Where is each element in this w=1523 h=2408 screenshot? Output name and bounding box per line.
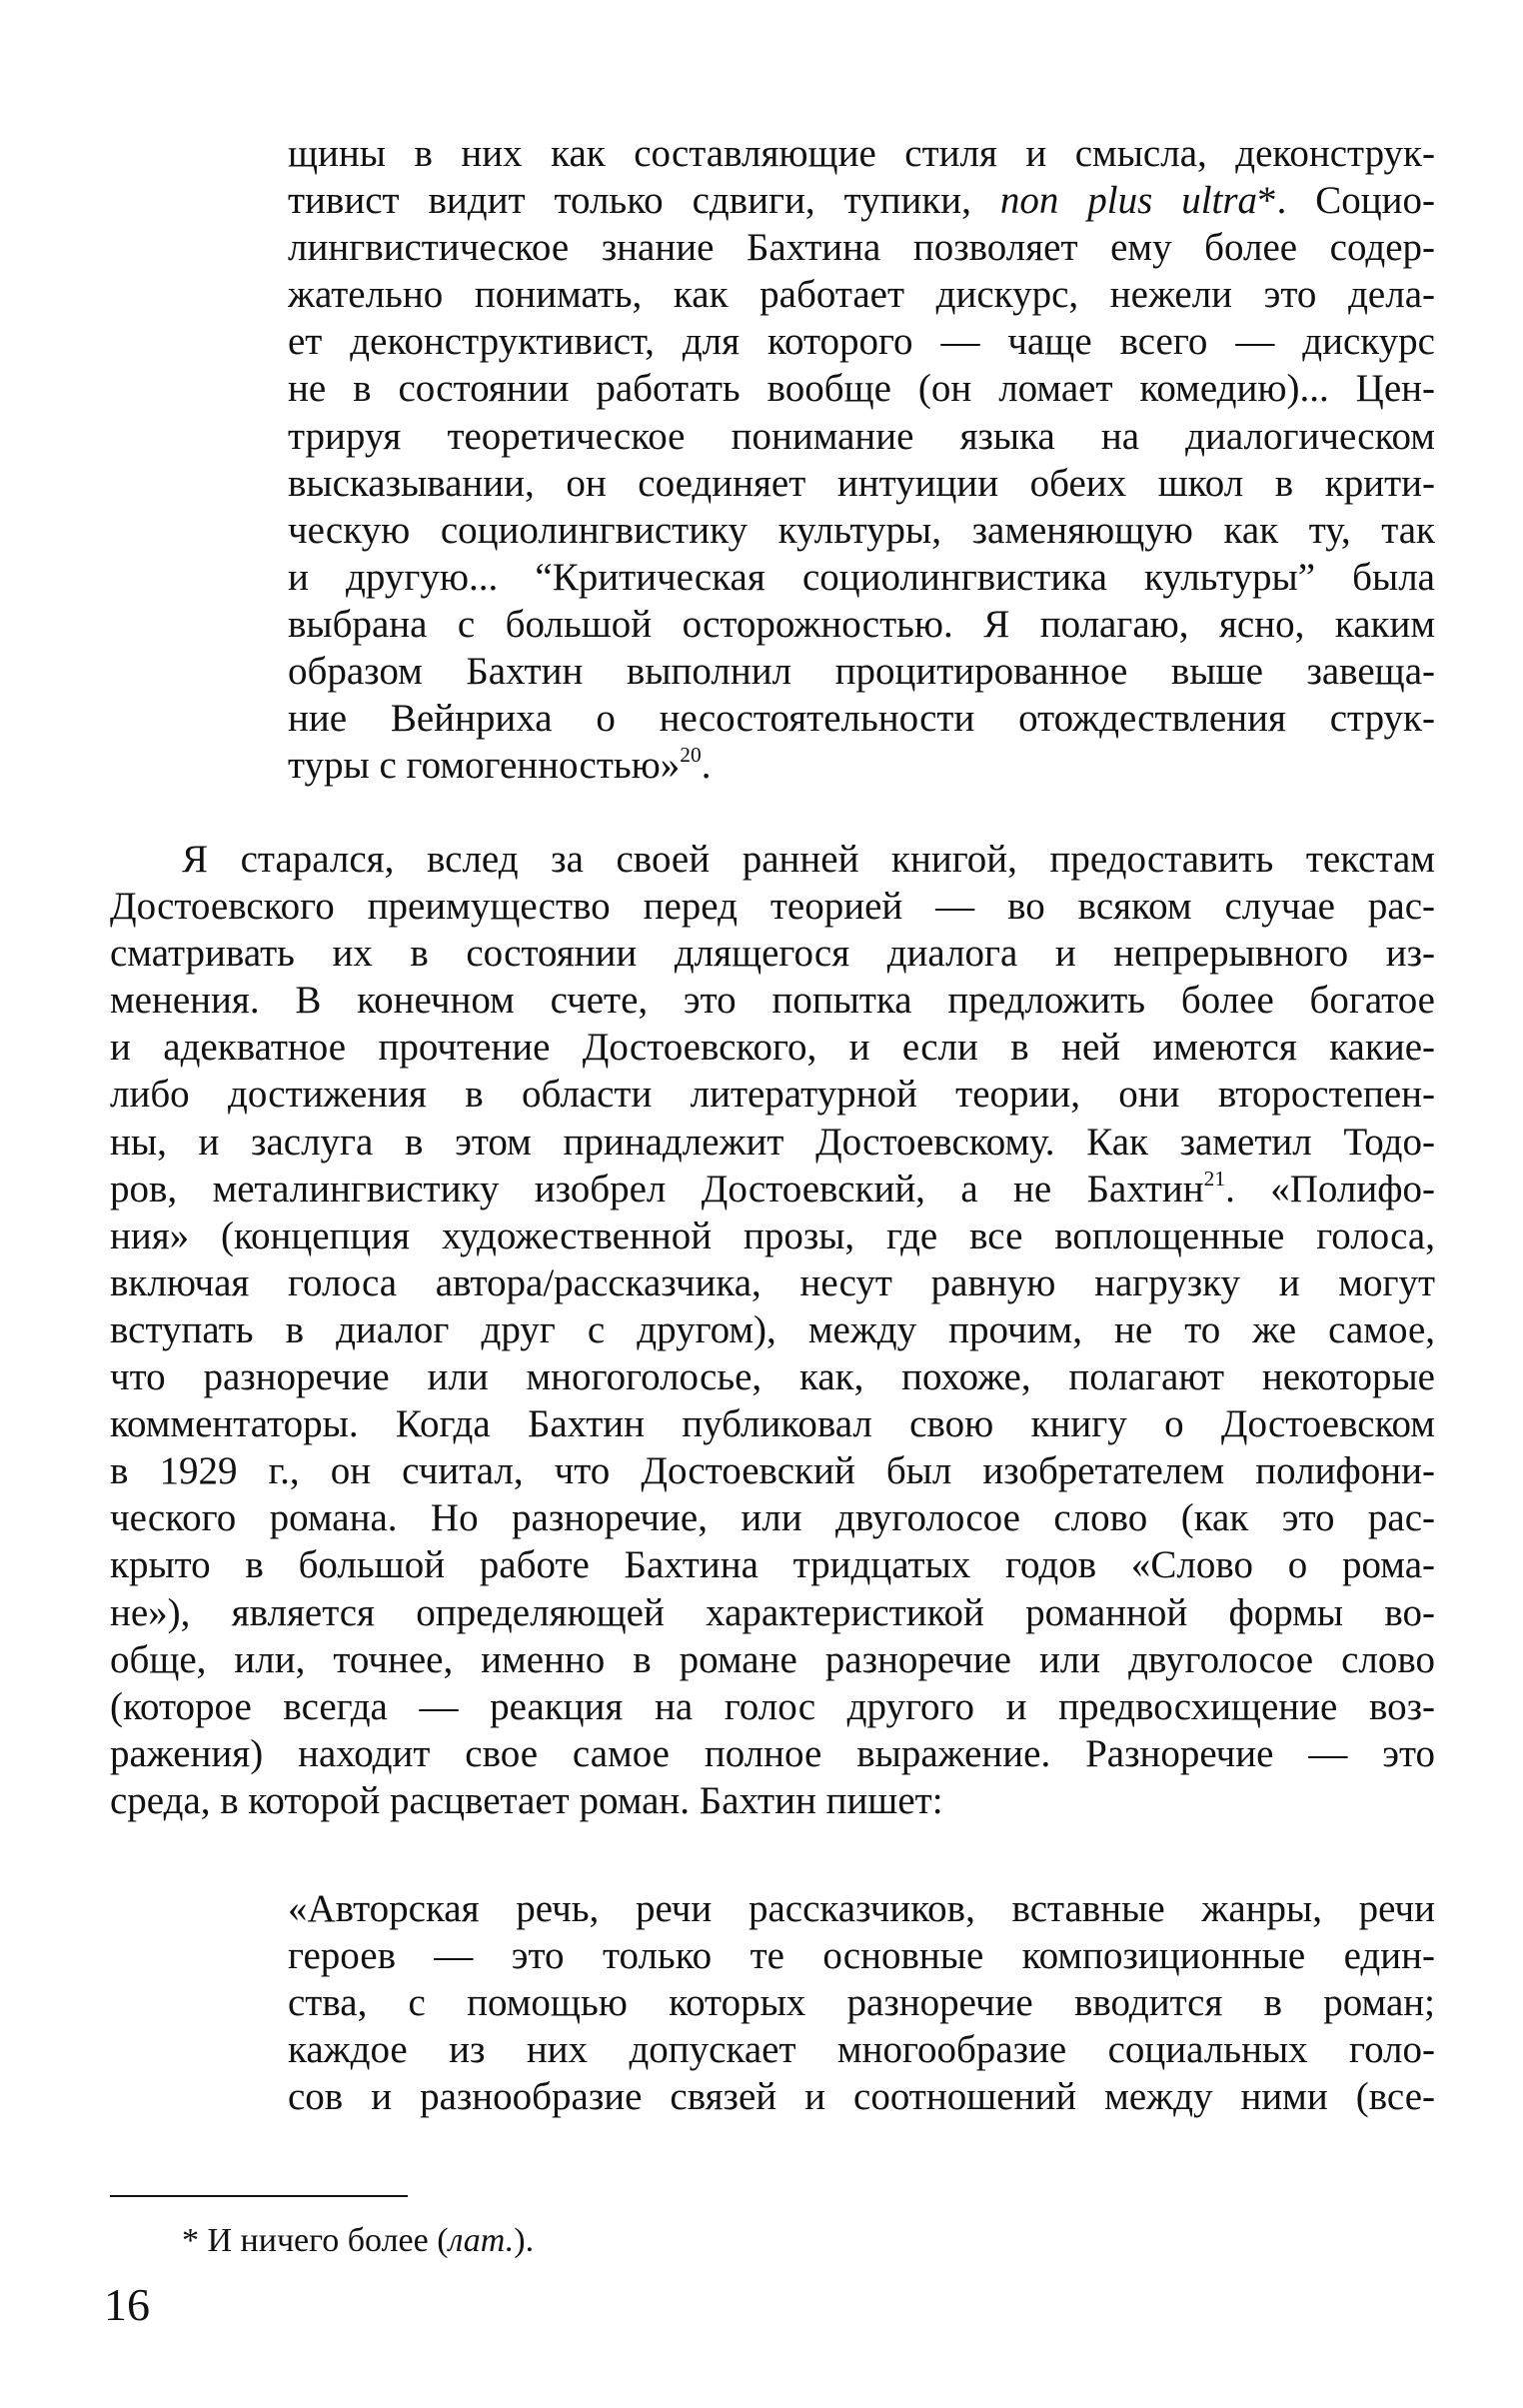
text-line: жательно понимать, как работает дискурс, нежели это дела-	[288, 273, 1435, 317]
text-line: Достоевского преимущество перед теорией — во всяком случае рас-	[110, 885, 1435, 929]
footnote-ref-20: 20	[680, 743, 702, 768]
text-line: туры с гомогенностью»$^{20}$.	[288, 743, 712, 788]
text-line: ства, с помощью которых разноречие вводится в роман;	[288, 1981, 1435, 2025]
text-line: лингвистическое знание Бахтина позволяет ему более содер-	[288, 226, 1435, 270]
text-line: что разноречие или многоголосье, как, похоже, полагают некоторые	[110, 1355, 1435, 1399]
text-line: в 1929 г., он считал, что Достоевский был изобретателем полифони-	[110, 1449, 1435, 1493]
text-line: не в состоянии работать вообще (он ломает комедию)... Цен-	[288, 367, 1435, 411]
text-line: тивист видит только сдвиги, тупики, non plus ultra*. Социо-	[288, 179, 1435, 223]
text-line: героев — это только те основные композиционные един-	[288, 1934, 1435, 1978]
block-quote-bottom	[288, 1885, 1435, 2120]
text-line: комментаторы. Когда Бахтин публиковал свою книгу о Достоевском	[110, 1402, 1435, 1446]
text-line: образом Бахтин выполнил процитированное выше завеща-	[288, 650, 1435, 694]
text-line: сов и разнообразие связей и соотношений между ними (все-	[288, 2075, 1435, 2119]
text-line: ческого романа. Но разноречие, или двуголосое слово (как это рас-	[110, 1496, 1435, 1540]
text-line: «Авторская речь, речи рассказчиков, вставные жанры, речи	[288, 1887, 1435, 1930]
text-line: ния» (концепция художественной прозы, где все воплощенные голоса,	[110, 1213, 1435, 1257]
text-line: среда, в которой расцветает роман. Бахтин пишет:	[110, 1778, 943, 1822]
text-line: и адекватное прочтение Достоевского, и если в ней имеются какие-	[110, 1026, 1435, 1070]
page-number: 16	[104, 2279, 150, 2330]
block-quote-top	[288, 130, 1435, 789]
text-line: не»), является определяющей характеристикой романной формы во-	[110, 1590, 1435, 1634]
text-line: сматривать их в состоянии длящегося диалога и непрерывного из-	[110, 932, 1435, 976]
text-line: менения. В конечном счете, это попытка предложить более богатое	[110, 979, 1435, 1023]
text-line: каждое из них допускает многообразие социальных голо-	[288, 2028, 1435, 2072]
text-line: Я старался, вслед за своей ранней книгой, предоставить текстам	[182, 838, 1435, 881]
text-line: и другую... “Критическая социолингвистика культуры” была	[288, 555, 1435, 599]
latin-phrase: non plus ultra	[999, 179, 1258, 223]
text-line: ние Вейнриха о несостоятельности отождествления струк-	[288, 697, 1435, 741]
text-line: трируя теоретическое понимание языка на диалогическом	[288, 414, 1435, 458]
text-line: выбрана с большой осторожностью. Я полагаю, ясно, каким	[288, 602, 1435, 646]
text-line: ческую социолингвистику культуры, заменяющую как ту, так	[288, 508, 1435, 552]
footnote-divider	[110, 2195, 408, 2197]
text-line: высказывании, он соединяет интуиции обеих школ в крити-	[288, 461, 1435, 505]
footnote: * И ничего более (лат.).	[182, 2222, 535, 2259]
text-line: (которое всегда — реакция на голос другого и предвосхищение воз-	[110, 1684, 1435, 1728]
text-line: вступать в диалог друг с другом), между прочим, не то же самое,	[110, 1307, 1435, 1351]
footnote-ref-21: 21	[1203, 1166, 1226, 1191]
text-line: либо достижения в области литературной теории, они второстепен-	[110, 1073, 1435, 1117]
text-line: ет деконструктивист, для которого — чаще всего — дискурс	[288, 320, 1435, 364]
body-paragraph	[110, 836, 1435, 1824]
text-line: обще, или, точнее, именно в романе разноречие или двуголосое слово	[110, 1637, 1435, 1681]
footnote-abbrev: лат.	[448, 2222, 515, 2259]
text-line: щины в них как составляющие стиля и смысла, деконструк-	[288, 132, 1435, 175]
text-line: включая голоса автора/рассказчика, несут равную нагрузку и могут	[110, 1260, 1435, 1304]
text-line: ны, и заслуга в этом принадлежит Достоевскому. Как заметил Тодо-	[110, 1120, 1435, 1164]
text-line: ражения) находит свое самое полное выражение. Разноречие — это	[110, 1731, 1435, 1775]
text-line: крыто в большой работе Бахтина тридцатых годов «Слово о рома-	[110, 1543, 1435, 1587]
text-line: ров, металингвистику изобрел Достоевский, а не Бахтин$^{21}$. «Полифо-	[110, 1166, 1435, 1210]
footnote-marker: *	[182, 2222, 208, 2259]
